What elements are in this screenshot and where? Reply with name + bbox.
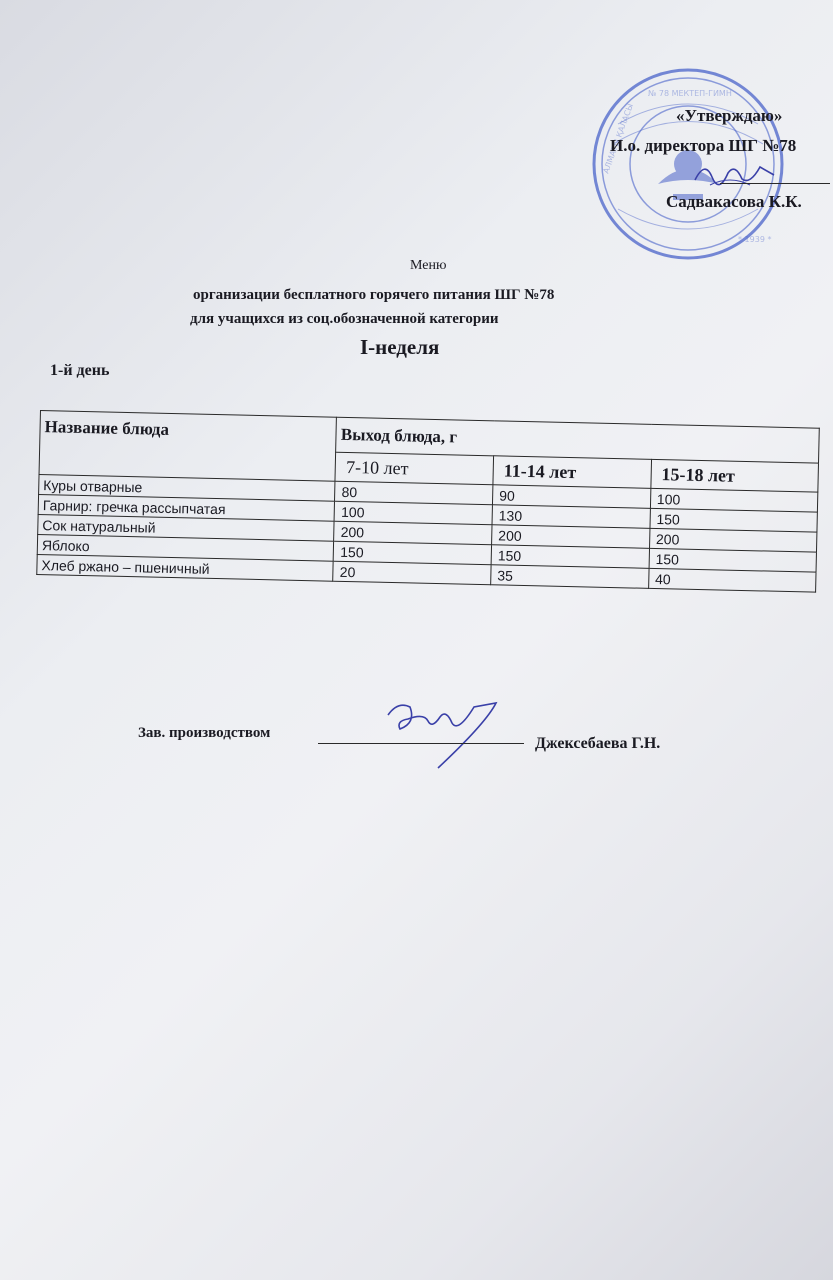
svg-text:№ 78 МЕКТЕП-ГИМН: № 78 МЕКТЕП-ГИМН [648,89,732,98]
director-signature-icon [690,155,780,195]
doc-week: I-неделя [360,335,440,359]
header-output: Выход блюда, г [336,417,819,463]
doc-title: Меню [410,258,447,273]
approval-title: «Утверждаю» [676,106,783,125]
dish-name-cell: Сок натуральный [38,514,335,541]
portion-cell: 150 [649,548,817,572]
signature-name: Джексебаева Г.Н. [535,735,661,752]
signature-line [318,743,524,744]
portion-cell: 150 [650,508,818,532]
dish-name-cell: Гарнир: гречка рассыпчатая [38,494,335,521]
approval-name: Садвакасова К.К. [666,192,802,211]
age-group-15-18: 15-18 лет [651,459,819,492]
doc-organization: организации бесплатного горячего питания ШГ №78 [193,287,555,303]
portion-cell: 35 [491,565,649,589]
portion-cell: 130 [492,505,650,529]
dish-name-cell: Яблоко [37,534,334,561]
portion-cell: 200 [334,521,492,545]
dish-name-cell: Хлеб ржано – пшеничный [37,554,334,581]
age-group-7-10: 7-10 лет [335,452,493,485]
doc-day: 1-й день [50,362,110,379]
header-dish-name: Название блюда [39,411,337,482]
portion-cell: 100 [334,501,492,525]
menu-table [36,410,820,593]
portion-cell: 100 [650,488,818,512]
manager-signature-icon [378,693,518,773]
approval-signature-line [720,183,830,184]
dish-name-cell: Куры отварные [39,474,336,501]
portion-cell: 200 [649,528,817,552]
signature-label: Зав. производством [138,725,271,741]
age-group-11-14: 11-14 лет [493,456,651,489]
portion-cell: 90 [492,485,650,509]
svg-text:АЛМАТЫ ҚАЛАСЫ: АЛМАТЫ ҚАЛАСЫ [601,102,636,175]
portion-cell: 150 [491,545,649,569]
portion-cell: 200 [492,525,650,549]
portion-cell: 20 [333,561,491,585]
portion-cell: 40 [648,568,816,592]
doc-category: для учащихся из соц.обозначенной категории [190,311,499,327]
portion-cell: 150 [334,541,492,565]
portion-cell: 80 [335,481,493,505]
approval-role: И.о. директора ШГ №78 [610,136,797,155]
svg-text:* 1939 *: * 1939 * [738,235,772,244]
